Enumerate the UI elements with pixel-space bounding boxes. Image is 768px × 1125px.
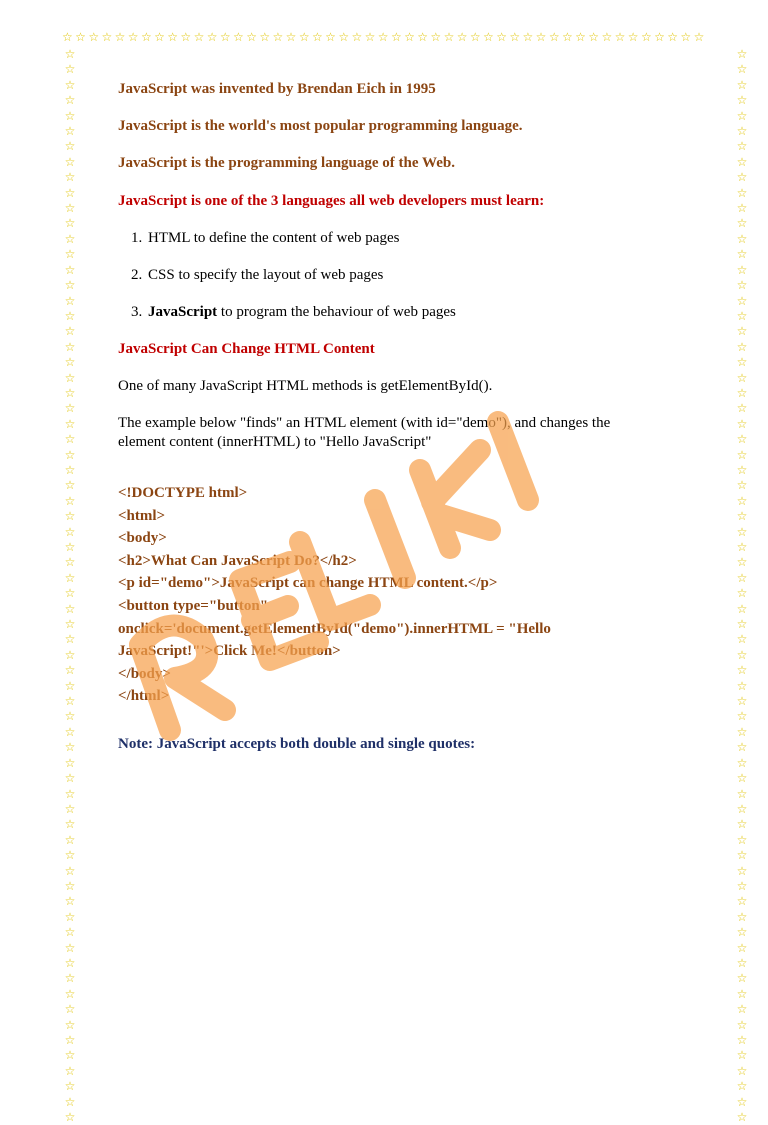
code-line: onclick='document.getElementById("demo").innerHTML = "Hello bbox=[118, 620, 551, 637]
document-body bbox=[118, 78, 648, 754]
star-border-left: ☆ ☆ ☆ ☆ ☆ ☆ ☆ ☆ ☆ ☆ ☆ ☆ ☆ ☆ ☆ ☆ ☆ ☆ ☆ ☆ ☆ ☆ ☆ ☆ ☆ ☆ ☆ ☆ ☆ ☆ ☆ ☆ ☆ ☆ ☆ ☆ ☆ ☆ ☆ ☆ ☆ ☆ ☆ ☆ ☆ ☆ ☆ ☆ ☆ ☆ ☆ ☆ ☆ ☆ ☆ ☆ ☆ ☆ ☆ ☆ ☆ ☆ ☆ ☆ ☆ ☆ ☆ ☆ ☆ ☆ bbox=[64, 47, 76, 1125]
code-line: </html> bbox=[118, 688, 170, 705]
star-border-right: ☆ ☆ ☆ ☆ ☆ ☆ ☆ ☆ ☆ ☆ ☆ ☆ ☆ ☆ ☆ ☆ ☆ ☆ ☆ ☆ ☆ ☆ ☆ ☆ ☆ ☆ ☆ ☆ ☆ ☆ ☆ ☆ ☆ ☆ ☆ ☆ ☆ ☆ ☆ ☆ ☆ ☆ ☆ ☆ ☆ ☆ ☆ ☆ ☆ ☆ ☆ ☆ ☆ ☆ ☆ ☆ ☆ ☆ ☆ ☆ ☆ ☆ ☆ ☆ ☆ ☆ ☆ ☆ ☆ ☆ bbox=[736, 47, 748, 1125]
code-line: <button type="button" bbox=[118, 597, 269, 614]
code-line: <!DOCTYPE html> bbox=[118, 485, 248, 501]
section-heading: JavaScript Can Change HTML Content bbox=[118, 341, 375, 357]
languages-heading: JavaScript is one of the 3 languages all web developers must learn: bbox=[118, 193, 545, 209]
popularity-line: JavaScript is the world's most popular programming language. bbox=[118, 118, 523, 134]
list-item: 3. JavaScript to program the behaviour of web pages bbox=[146, 303, 648, 322]
intro-paragraph: One of many JavaScript HTML methods is getElementById(). bbox=[118, 378, 493, 394]
list-item: 1. HTML to define the content of web pages bbox=[146, 229, 648, 248]
languages-list bbox=[118, 229, 648, 322]
code-line: <p id="demo">JavaScript can change HTML content.</p> bbox=[118, 575, 498, 592]
list-item: 2. CSS to specify the layout of web pages bbox=[146, 266, 648, 285]
note-line: Note: JavaScript accepts both double and single quotes: bbox=[118, 735, 476, 752]
example-paragraph: The example below "finds" an HTML element (with id="demo"), and changes the element content (innerHTML) to "Hello JavaScript" bbox=[118, 415, 611, 450]
code-line: </body> bbox=[118, 665, 171, 682]
code-line: JavaScript!"'>Click Me!</button> bbox=[118, 643, 341, 660]
code-line: <html> bbox=[118, 507, 166, 524]
web-language-line: JavaScript is the programming language of the Web. bbox=[118, 155, 455, 171]
code-line: <body> bbox=[118, 530, 167, 547]
invention-line: JavaScript was invented by Brendan Eich in 1995 bbox=[118, 81, 436, 97]
star-border-top: ☆☆☆☆☆☆☆☆☆☆☆☆☆☆☆☆☆☆☆☆☆☆☆☆☆☆☆☆☆☆☆☆☆☆☆☆☆☆☆☆☆☆☆☆☆☆☆☆☆ bbox=[62, 30, 707, 44]
code-example bbox=[118, 482, 648, 708]
code-line: <h2>What Can JavaScript Do?</h2> bbox=[118, 552, 357, 569]
